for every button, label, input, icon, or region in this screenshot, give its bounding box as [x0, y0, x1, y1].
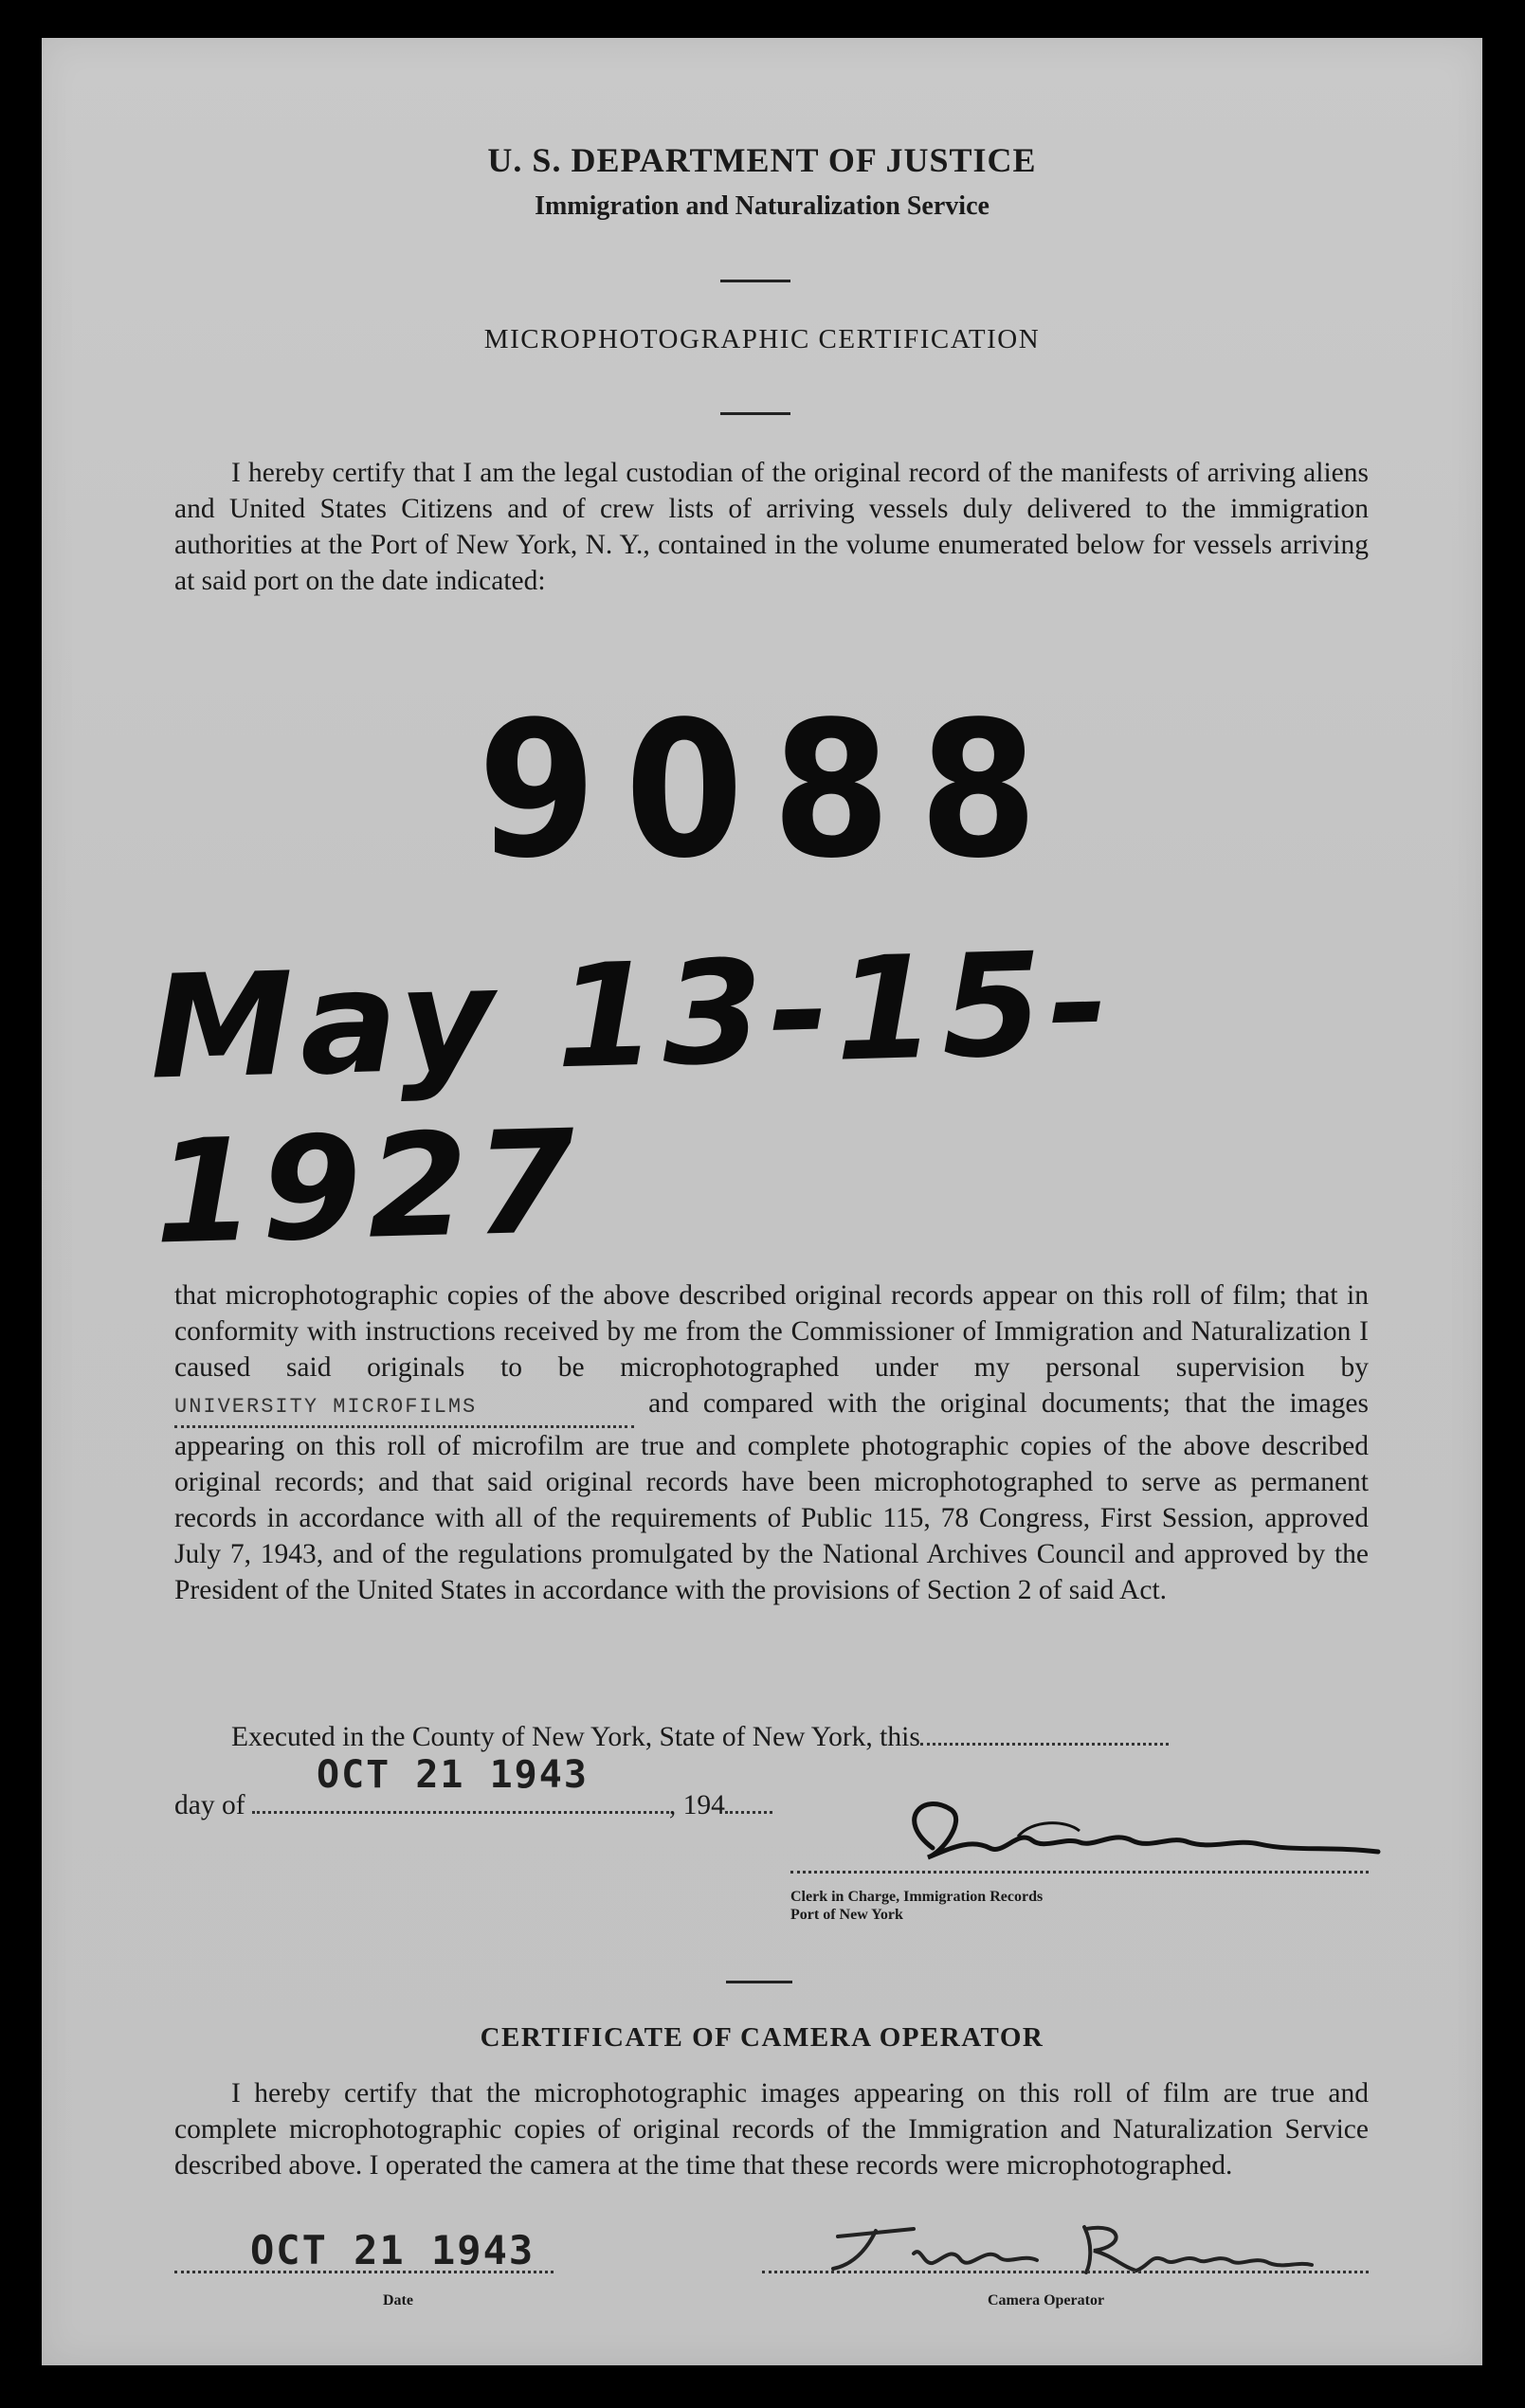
handwritten-date-range: May 13-15-1927: [147, 920, 1117, 1276]
execution-line: [174, 1719, 1369, 1755]
date-label: Date: [383, 2292, 413, 2308]
intro-paragraph: [174, 455, 1369, 599]
camera-paragraph: [174, 2075, 1369, 2183]
certification-title: MICROPHOTOGRAPHIC CERTIFICATION: [483, 324, 1041, 354]
handwritten-volume-number: 9088: [478, 681, 1066, 900]
day-of-line: [174, 1787, 838, 1823]
operator-company-line: [174, 1385, 634, 1428]
clerk-title: Clerk in Charge, Immigration Records: [790, 1889, 1044, 1905]
camera-operator-label: Camera Operator: [988, 2292, 1105, 2308]
camera-certificate-title: CERTIFICATE OF CAMERA OPERATOR: [480, 2022, 1044, 2053]
execution-blank: [920, 1743, 1169, 1746]
execution-date-stamp: OCT 21 1943: [317, 1753, 589, 1797]
clerk-signature: [876, 1782, 1407, 1895]
divider: [720, 412, 790, 415]
camera-operator-line: [762, 2271, 1369, 2273]
operator-company: UNIVERSITY MICROFILMS: [174, 1395, 478, 1419]
service-subheading: Immigration and Naturalization Service: [535, 191, 989, 221]
department-heading: U. S. DEPARTMENT OF JUSTICE: [487, 141, 1037, 179]
clerk-port: Port of New York: [790, 1907, 903, 1923]
intro-text: I hereby certify that I am the legal custodian of the original record of the manifests of arriving aliens and United States Citizens and of crew lists of arriving vessels duly delivered to the immigration authorities at the Port of New York, N. Y., contained in the volume enumerated below for vessels arriving at said port on the date indicated:: [174, 458, 1369, 596]
certificate-sheet: [42, 38, 1482, 2365]
clerk-signature-line: [790, 1871, 1369, 1874]
camera-date-stamp: OCT 21 1943: [250, 2227, 536, 2273]
year-prefix: , 194: [668, 1790, 725, 1820]
day-of-label: day of: [174, 1790, 245, 1820]
date-line: [174, 2271, 554, 2273]
camera-text: I hereby certify that the microphotographic images appearing on this roll of film are true and complete microphotographic copies of original records of the Immigration and Naturalization Service described above. I operated the camera at the time that these records were microphotographed.: [174, 2078, 1369, 2181]
execution-text: Executed in the County of New York, State of New York, this: [231, 1722, 920, 1752]
clerk-title-block: [790, 1888, 1043, 1924]
body-paragraph: [174, 1277, 1369, 1608]
body-text-after: and compared with the original documents; that the images appearing on this roll of microfilm are true and complete photographic copies of the above described original records; and that said original records have been microphotographed to serve as permanent records in accordance with all of the requirements of Public 115, 78 Congress, First Session, approved July 7, 1943, and of the regulations promulgated by the National Archives Council and approved by the President of the United States in accordance with the provisions of Section 2 of said Act.: [174, 1388, 1370, 1605]
divider: [726, 1981, 792, 1983]
day-blank: [252, 1811, 669, 1814]
year-blank: [725, 1811, 772, 1814]
body-text-before: that microphotographic copies of the above described original records appear on this roll of film; that in conformity with instructions received by me from the Commissioner of Immigration and Naturalization I caused said originals to be microphotographed under my personal supervision by: [174, 1280, 1369, 1383]
divider: [720, 280, 790, 282]
